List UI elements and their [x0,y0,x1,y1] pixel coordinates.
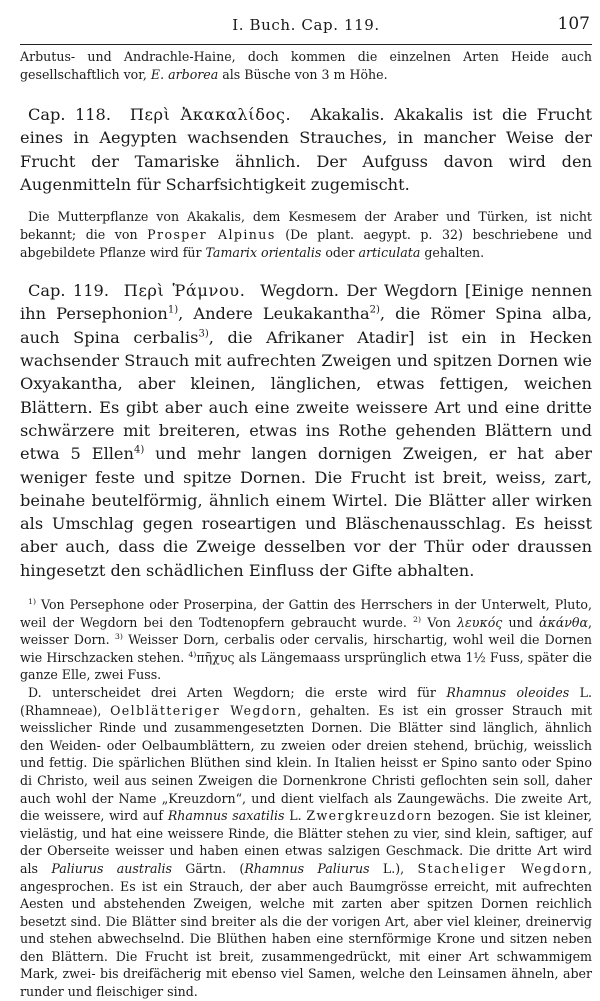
commentary-paragraph [20,684,592,1001]
header-rule [20,44,592,45]
note-118-text: Die Mutterpflanze von Akakalis, dem Kesmesem der Araber und Türken, ist nicht bekannt; die von [20,209,592,242]
chapter-119-paragraph [20,279,592,582]
note-118-text-4: gehalten. [420,244,485,260]
chapter-119-text-3: , die Römer Spina alba, auch Spina cerbalis [20,304,592,347]
footnote-2-greek-2: ἀκάνθα [538,614,588,630]
common-name-2: Zwergkreuzdorn [306,808,433,824]
footnote-3: Weisser Dorn, cerbalis oder cervalis, hirschartig, wohl weil die Dornen wie Hirschzacken stehen. [20,632,593,665]
footnote-ref-4: 4) [133,444,145,456]
page-number: 107 [557,14,590,34]
page-header [20,14,592,40]
footnote-4-greek: πῆχυς [196,649,235,665]
note-118-paragraph [20,208,592,261]
chapter-118-text: Akakalis. Akakalis ist die Frucht eines in Aegypten wachsenden Strauches, in mancher Weise der Frucht der Tamariske ähnlich. Der Aufguss davon wird den Augenmitteln für Scharfsichtigkeit zugemischt. [20,105,592,195]
footnote-ref-3: 3) [198,328,209,340]
common-name-1: Oelblätteriger Wegdorn [110,702,298,718]
chapter-119-greek-title: Περὶ Ῥάμνου. [123,281,246,301]
commentary-text-4: L. [284,808,307,824]
commentary-text-8: , angesprochen. Es ist ein Strauch, der aber auch Baumgrösse erreicht, mit aufrechten Aesten und abstehenden Zweigen, welche mit zarten aber spitzen Dornen reichlich besetzt sind. Die Blätter sind breiter als die der vorigen Art, aber viel kleiner, dreinervig und stehen abwechselnd. Die Blüthen haben eine sternförmige Krone und sitzen neben den Blättern. Die Frucht ist breit, zusammengedrückt, mit einer Art schwammigem Mark, zwei- bis dreifächerig mit ebenso viel Samen, welche den Leinsamen ähneln, aber runder und fleischiger sind. [20,860,592,1000]
common-name-3: Stacheliger Wegdorn [417,860,588,876]
commentary-text-2: L. (Rhamneae), [20,684,592,718]
chapter-119-text-5: und mehr langen dornigen Zweigen, er hat aber weniger feste und spitze Dornen. Die Frucht ist breit, weiss, zart, beinahe beutelförmig, ähnlich einem Wirtel. Die Blätter aller wirken als Umschlag gegen roseartigen und Bläschenausschlag. Es heisst aber auch, dass die Zweige desselben vor der Thür oder draussen hingesetzt den schädlichen Einfluss der Gifte abhalten. [20,444,593,580]
continuation-text: Arbutus- und Andrachle-Haine, doch kommen die einzelnen Arten Heide auch gesellschaftlich vor, [20,49,592,82]
footnote-ref-2: 2) [369,305,380,317]
chapter-118-greek-title: Περὶ Ἀκακαλίδος. [129,105,292,125]
continuation-text-end: als Büsche von 3 m Höhe. [218,66,388,82]
note-118-text-3: oder [321,244,359,260]
species-rhamnus-oleoides: Rhamnus oleoides [446,684,570,700]
footnote-ref-1: 1) [167,305,179,317]
chapter-118-label: Cap. 118. [28,105,111,125]
species-rhamnus-saxatilis: Rhamnus saxatilis [167,808,285,824]
footnote-mark-4: 4) [188,649,197,659]
commentary-text-3: , gehalten. Es ist ein grosser Strauch mit weisslicher Rinde und zusammengesetzten Dornen. Die Blätter sind länglich, ähnlich den Weiden- oder Oelbaumblättern, zu zweien oder dreien stehend, brüchig, weisslich und fettig. Die spärlichen Blüthen sind klein. In Italien heisst er Spino santo oder Spino di Christo, weil aus seinen Zweigen die Dornenkrone Christi geflochten sein soll, daher auch wohl der Name „Kreuzdorn“, und dient vielfach als Zaungewächs. Die zweite Art, die weissere, wird auf [20,702,593,824]
note-118-species-1: Tamarix orientalis [205,244,322,260]
footnote-2-text: Von [421,614,458,630]
chapter-119-label: Cap. 119. [28,281,109,301]
chapter-118-paragraph [20,103,592,196]
species-paliurus-australis: Paliurus australis [51,860,172,876]
running-title: I. Buch. Cap. 119. [232,16,380,34]
chapter-119-text-1: Wegdorn. Der Wegdorn [Einige nennen ihn Persephonion [20,281,592,324]
page-body [20,48,592,1001]
note-118-species-2: articulata [358,244,421,260]
footnote-mark-1: 1) [28,596,37,606]
commentary-text-7: L.), [369,860,418,876]
footnotes-paragraph [20,596,592,684]
footnote-1: Von Persephone oder Proserpina, der Gattin des Herrschers in der Unterwelt, Pluto, weil der Wegdorn bei den Todtenopfern gebraucht wurde. [20,597,592,630]
note-118-author: Prosper Alpinus [147,226,276,242]
species-name: E. arborea [150,66,219,82]
footnote-mark-2: 2) [413,614,422,624]
commentary-text-5: bezogen. Sie ist kleiner, vielästig, und hat eine weissere Rinde, die Blätter stehen zu vier, sind klein, saftiger, auf der Oberseite weisser und haben einen etwas salzigen Geschmack. Die dritte Art wird als [20,808,592,876]
chapter-119-text-4: , die Afrikaner Atadir] ist ein in Hecken wachsender Strauch mit aufrechten Zweigen und spitzen Dornen wie Oxyakantha, aber kleinen, länglichen, etwas fettigen, weichen Blättern. Es gibt aber auch eine zweite weissere Art und eine dritte schwärzere mit breiteren, etwas ins Rothe gehenden Blättern und etwa 5 Ellen [20,327,592,464]
commentary-text-1: D. unterscheidet drei Arten Wegdorn; die erste wird für [28,684,447,700]
footnote-2-text-3: , weisser Dorn. [20,614,593,648]
footnote-4: als Längemaass ursprünglich etwa 1½ Fuss, später die ganze Elle, zwei Fuss. [20,649,592,683]
footnote-mark-3: 3) [114,632,123,642]
chapter-119-text-2: , Andere Leukakantha [178,304,370,324]
footnote-2-greek-1: λευκός [457,614,503,630]
note-118-text-2: (De plant. aegypt. p. 32) beschriebene und abgebildete Pflanze wird für [20,226,592,260]
species-rhamnus-paliurus: Rhamnus Paliurus [244,860,370,876]
commentary-text-6: Gärtn. ( [172,860,245,876]
footnote-2-text-2: und [502,614,539,630]
continuation-paragraph [20,48,592,83]
